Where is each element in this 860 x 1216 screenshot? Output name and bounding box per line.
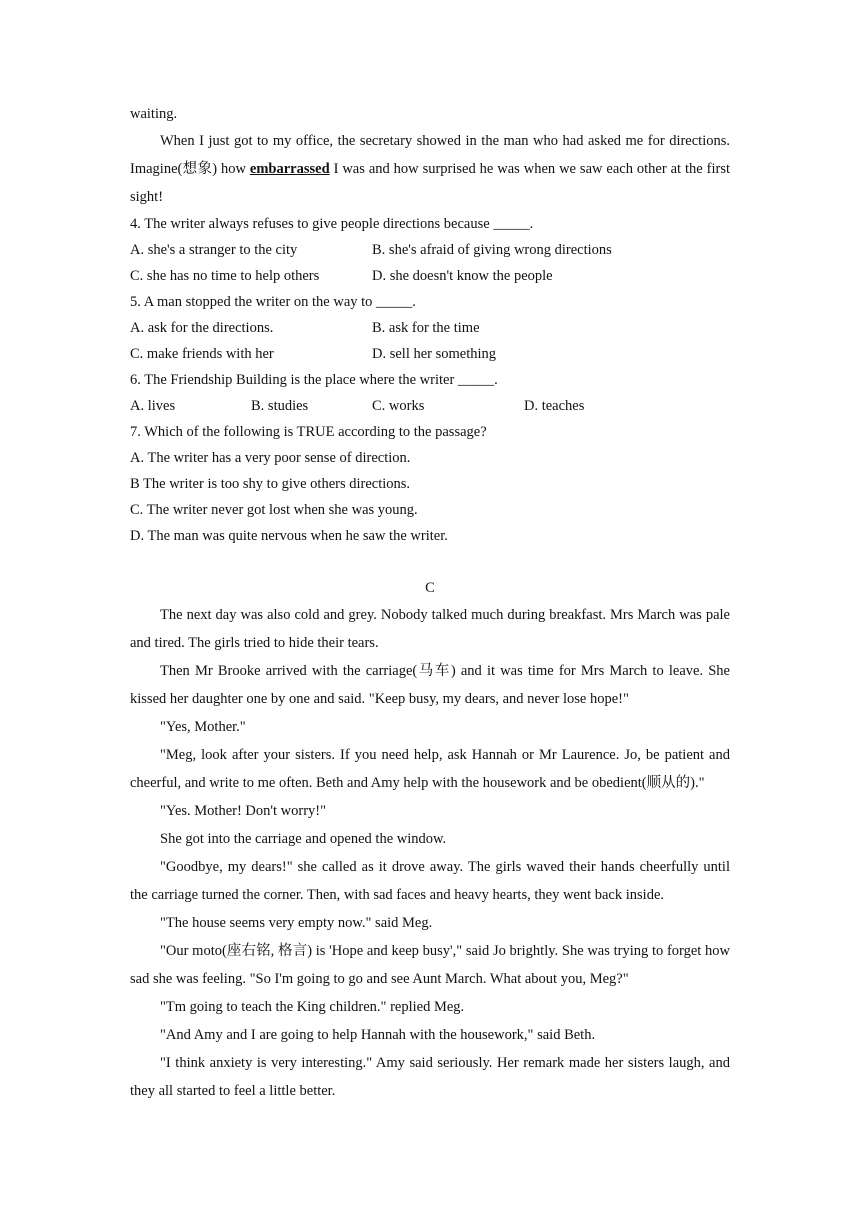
question-options — [130, 263, 730, 289]
story-paragraph: "Yes, Mother." — [160, 719, 246, 735]
story-paragraph: "Goodbye, my dears!" she called as it drove away. The girls waved their hands cheerfully until the carriage turned the corner. Then, with sad faces and heavy hearts, they went back inside. — [130, 859, 730, 903]
question-options — [130, 315, 730, 341]
option-c: C. The writer never got lost when she was young. — [130, 502, 418, 518]
option-a: A. ask for the directions. — [130, 320, 274, 336]
section-heading: C — [425, 580, 435, 596]
option-c: C. she has no time to help others — [130, 268, 320, 284]
spacer — [130, 549, 730, 575]
option-d: D. teaches — [524, 398, 585, 414]
option-a: A. The writer has a very poor sense of direction. — [130, 450, 411, 466]
story-paragraph: "Our moto(座右铭, 格言) is 'Hope and keep busy'," said Jo brightly. She was trying to forget how sad she was feeling. "So I'm going to go and see Aunt March. What about you, Meg?" — [130, 943, 730, 987]
option-b: B The writer is too shy to give others directions. — [130, 476, 411, 492]
option-c: C. works — [372, 398, 425, 414]
document-page — [130, 101, 730, 1105]
question-stem: 5. A man stopped the writer on the way to _____. — [130, 294, 416, 310]
option-b: B. she's afraid of giving wrong directions — [372, 242, 612, 258]
story-paragraph: "Tm going to teach the King children." replied Meg. — [160, 999, 465, 1015]
option-a: A. lives — [130, 398, 176, 414]
story-paragraph: "Yes. Mother! Don't worry!" — [160, 803, 327, 819]
option-c: C. make friends with her — [130, 346, 274, 362]
story-paragraph: The next day was also cold and grey. Nobody talked much during breakfast. Mrs March was pale and tired. The girls tried to hide their tears. — [130, 607, 730, 651]
passage-c — [130, 601, 730, 1105]
question-stem: 4. The writer always refuses to give people directions because _____. — [130, 216, 534, 232]
option-b: B. studies — [251, 398, 309, 414]
question-options — [130, 237, 730, 263]
passage-b-tail: waiting. — [130, 106, 178, 122]
option-d: D. The man was quite nervous when he saw the writer. — [130, 528, 448, 544]
option-d: D. she doesn't know the people — [372, 268, 553, 284]
paragraph-text: When I just got to my office, the secretary showed in the man who had asked me for directions. Imagine(想象) how — [130, 133, 730, 177]
question-stem: 7. Which of the following is TRUE according to the passage? — [130, 424, 487, 440]
story-paragraph: "I think anxiety is very interesting." Amy said seriously. Her remark made her sisters laugh, and they all started to feel a little better. — [130, 1055, 730, 1099]
story-paragraph: She got into the carriage and opened the window. — [160, 831, 447, 847]
story-paragraph: Then Mr Brooke arrived with the carriage(马车) and it was time for Mrs March to leave. She kissed her daughter one by one and said. "Keep busy, my dears, and never lose hope!" — [130, 663, 730, 707]
story-paragraph: "The house seems very empty now." said Meg. — [160, 915, 433, 931]
story-paragraph: "And Amy and I are going to help Hannah with the housework," said Beth. — [160, 1027, 596, 1043]
question-options — [130, 341, 730, 367]
option-a: A. she's a stranger to the city — [130, 242, 298, 258]
question-options — [130, 393, 730, 419]
paragraph-text: I was and how surprised he was when we saw each other at the first sight! — [130, 161, 730, 205]
option-d: D. sell her something — [372, 346, 497, 362]
option-b: B. ask for the time — [372, 320, 480, 336]
question-stem: 6. The Friendship Building is the place where the writer _____. — [130, 372, 498, 388]
passage-b-paragraph — [130, 127, 730, 211]
emphasized-word: embarrassed — [249, 161, 330, 177]
story-paragraph: "Meg, look after your sisters. If you need help, ask Hannah or Mr Laurence. Jo, be patient and cheerful, and write to me often. Beth and Amy help with the housework and be obedient(顺从的)." — [130, 747, 730, 791]
